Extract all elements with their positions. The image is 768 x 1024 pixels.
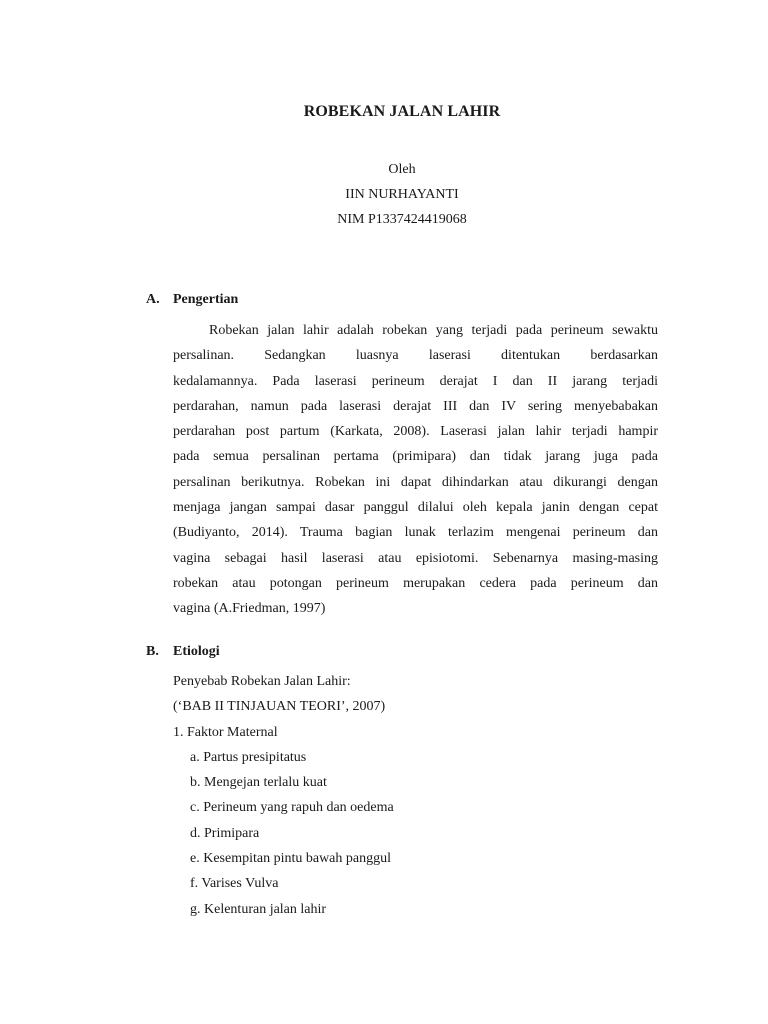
paragraph-line: menjaga jangan sampai dasar panggul dilalui oleh kepala janin dengan cepat	[173, 500, 658, 516]
section-a-heading	[146, 292, 238, 308]
list-item: c. Perineum yang rapuh dan oedema	[190, 800, 394, 816]
list-item: f. Varises Vulva	[190, 876, 279, 892]
list-item: e. Kesempitan pintu bawah panggul	[190, 851, 392, 867]
paragraph-line: persalinan. Sedangkan luasnya laserasi ditentukan berdasarkan	[173, 348, 658, 364]
paragraph-line: vagina sebagai hasil laserasi atau episiotomi. Sebenarnya masing-masing	[173, 550, 658, 566]
paragraph-line: persalinan berikutnya. Robekan ini dapat dihindarkan atau dikurangi dengan	[173, 474, 658, 490]
factor-group-title: 1. Faktor Maternal	[173, 724, 278, 740]
section-a-paragraph	[173, 318, 658, 622]
section-b-heading	[146, 644, 220, 660]
paragraph-line: (Budiyanto, 2014). Trauma bagian lunak terlazim mengenai perineum dan	[173, 525, 658, 541]
paragraph-line: perdarahan, namun pada laserasi derajat III dan IV sering menyebabakan	[173, 398, 658, 414]
list-item: g. Kelenturan jalan lahir	[190, 901, 327, 917]
list-item: a. Partus presipitatus	[190, 749, 307, 765]
list-item: d. Primipara	[190, 825, 260, 841]
paragraph-line: vagina (A.Friedman, 1997)	[173, 601, 326, 617]
document-title: ROBEKAN JALAN LAHIR	[303, 103, 501, 120]
paragraph-line: Robekan jalan lahir adalah robekan yang terjadi pada perineum sewaktu	[209, 323, 658, 338]
byline-nim: NIM P1337424419068	[337, 212, 467, 227]
paragraph-line: pada semua persalinan pertama (primipara) dan tidak jarang juga pada	[173, 449, 658, 465]
etiology-source: (‘BAB II TINJAUAN TEORI’, 2007)	[173, 699, 386, 715]
paragraph-line: perdarahan post partum (Karkata, 2008). Laserasi jalan lahir terjadi hampir	[173, 424, 658, 440]
list-item: b. Mengejan terlalu kuat	[190, 775, 327, 791]
byline-by: Oleh	[388, 162, 416, 177]
section-b-title: Etiologi	[173, 644, 220, 659]
paragraph-line: kedalamannya. Pada laserasi perineum derajat I dan II jarang terjadi	[173, 373, 658, 389]
section-a-title: Pengertian	[173, 292, 239, 307]
paragraph-line: robekan atau potongan perineum merupakan cedera pada perineum dan	[173, 575, 658, 591]
etiology-intro: Penyebab Robekan Jalan Lahir:	[173, 674, 351, 689]
section-b-letter: B.	[146, 644, 159, 659]
section-a-letter: A.	[146, 292, 160, 307]
section-b-body	[173, 669, 658, 922]
byline-author: IIN NURHAYANTI	[345, 187, 459, 202]
